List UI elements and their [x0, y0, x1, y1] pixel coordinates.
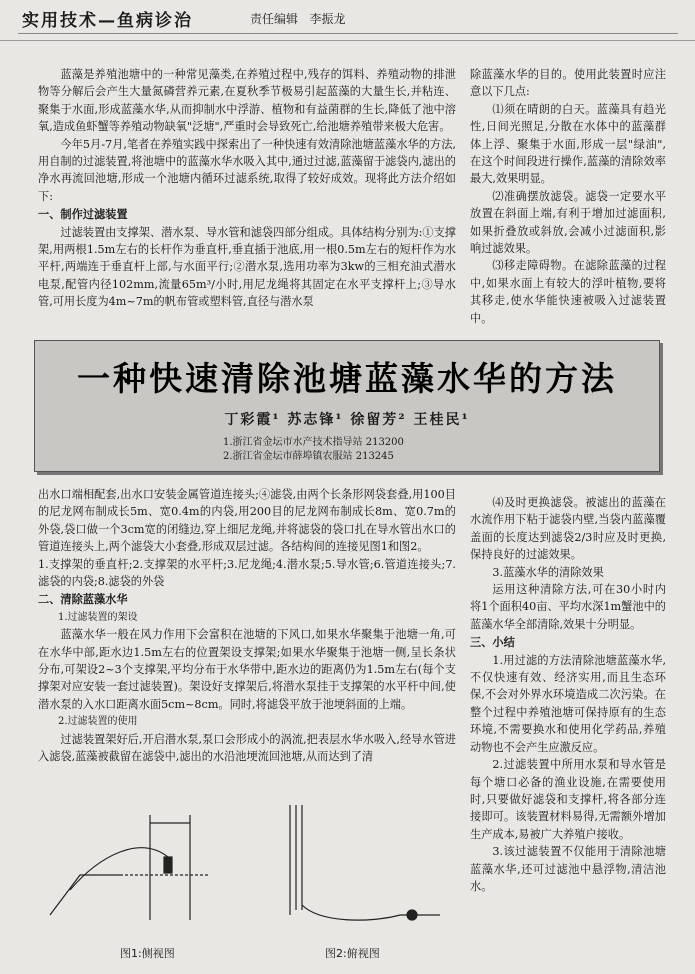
paragraph: ⑷及时更换滤袋。被滤出的蓝藻在水流作用下粘于滤袋内壁,当袋内蓝藻覆盖面的长度达到滤袋2/3时应及时更换,保持良好的过滤效果。 — [470, 496, 666, 562]
figures-area — [40, 795, 460, 965]
page-header — [0, 0, 695, 41]
section-heading: 三、小结 — [470, 635, 515, 650]
pump — [407, 910, 417, 920]
editor-label: 责任编辑 — [250, 12, 299, 26]
water-pipe — [302, 905, 400, 920]
paragraph: 3.该过滤装置不仅能用于清除池塘蓝藻水华,还可过滤池中悬浮物,清洁池水。 — [470, 845, 666, 893]
subsection-heading: 2.过滤装置的使用 — [58, 716, 138, 728]
bank-slope — [50, 875, 120, 915]
paragraph: 运用这种清除方法,可在30小时内将1个面积40亩、平均水深1m蟹池中的蓝藻水华全部清除,效果十分明显。 — [470, 583, 666, 631]
paragraph: ⑴须在晴朗的白天。蓝藻具有趋光性,日间光照足,分散在水体中的蓝藻群体上浮、聚集于水面,形成一层"绿油",在这个时间段进行操作,蓝藻的清除效率最大,效果明显。 — [470, 102, 666, 186]
section-heading: 一、制作过滤装置 — [38, 207, 128, 222]
subsection-heading: 3.蓝藻水华的清除效果 — [492, 565, 604, 579]
paragraph: 蓝藻水华一般在风力作用下会富积在池塘的下风口,如果水华聚集于池塘一角,可在水华中部,距水边1.5m左右的位置架设支撑架;如果水华聚集于池塘一侧,呈长条状分布,可架设2~3个支撑架,平均分布于水华带中,距水边的距离仍为1.5m左右(每个支撑架对应安装一套过滤装置)。架设好支撑架后,将潜水泵挂于支撑架的水平杆中间,使潜水泵的入水口距离水面5cm~8cm。同时,将滤袋平放于池埂斜面的上端。 — [38, 628, 456, 711]
water-pipe — [70, 848, 168, 890]
paragraph: 1.用过滤的方法清除池塘蓝藻水华,不仅快速有效、经济实用,而且生态环保,不会对外界水环境造成二次污染。在整个过程中养殖池塘可保持原有的生态环境,不需要换水和使用化学药品,养殖动物也不会产生应激反应。 — [470, 653, 666, 754]
article-authors: 丁彩霞¹ 苏志锋¹ 徐留芳² 王桂民¹ — [224, 412, 470, 428]
paragraph: 2.过滤装置中所用水泵和导水管是每个塘口必备的渔业设施,在需要使用时,只要做好滤袋和支撑杆,将各部分连接即可。该装置材料易得,无需额外增加生产成本,易被广大养殖户接收。 — [470, 758, 666, 841]
paragraph: ⑶移走障碍物。在滤除蓝藻的过程中,如果水面上有较大的浮叶植物,要将其移走,使水华能快速被吸入过滤装置中。 — [470, 259, 666, 325]
legend-paragraph: 1.支撑架的垂直杆;2.支撑架的水平杆;3.尼龙绳;4.潜水泵;5.导水管;6.管道连接头;7.滤袋的内袋;8.滤袋的外袋 — [38, 557, 456, 589]
paragraph: 过滤装置架好后,开启潜水泵,泵口会形成小的涡流,把表层水华水吸入,经导水管进入滤袋,蓝藻被截留在滤袋中,滤出的水沿池埂流回池塘,从而达到了清 — [38, 732, 456, 764]
column-left-top — [38, 66, 456, 311]
paragraph: 蓝藻是养殖池塘中的一种常见藻类,在养殖过程中,残存的饵料、养殖动物的排泄物等分解后会产生大量氮磷营养元素,在夏秋季节极易引起蓝藻的大量生长,并粘连、聚集于水面,形成蓝藻水华,从而抑制水中浮游、植物和有益菌群的生长,降低了池中溶氧,造成鱼虾蟹等养殖动物缺氧"泛塘",严重时会导致死亡,给池塘养殖带来极大危害。 — [38, 68, 456, 134]
figure-1-side-view — [50, 815, 210, 920]
figure-diagrams — [40, 795, 460, 945]
paragraph: ⑵准确摆放滤袋。滤袋一定要水平放置在斜面上端,有利于增加过滤面积,如果折叠放或斜放,会减小过滤面积,影响过滤效果。 — [470, 189, 666, 256]
pump — [164, 857, 172, 873]
column-right-bottom — [470, 494, 666, 895]
paragraph: 除蓝藻水华的目的。使用此装置时应注意以下几点: — [470, 68, 666, 99]
figure-2-top-view — [290, 805, 440, 920]
header-rule — [18, 33, 678, 34]
article-title: 一种快速清除池塘蓝藻水华的方法 — [77, 359, 617, 398]
section-title: 实用技术—鱼病诊治 — [22, 11, 193, 31]
subsection-heading: 1.过滤装置的架设 — [58, 611, 138, 623]
section-heading: 二、清除蓝藻水华 — [38, 592, 128, 607]
figure-1-caption: 图1:侧视图 — [120, 947, 175, 960]
editor-name: 李振龙 — [309, 12, 346, 26]
column-right-top — [470, 66, 666, 327]
title-banner — [34, 340, 660, 472]
affiliation-1: 1.浙江省金坛市水产技术指导站 213200 — [223, 437, 404, 448]
paragraph: 今年5月-7月,笔者在养殖实践中探索出了一种快速有效清除池塘蓝藻水华的方法,用自制的过滤装置,将池塘中的蓝藻水华水吸入其中,通过过滤,蓝藻留于滤袋内,滤出的净水再流回池塘,形成一个池塘内循环过滤系统,取得了较好成效。现将此方法介绍如下: — [38, 137, 456, 203]
editor-credit — [250, 10, 345, 27]
column-left-bottom — [38, 486, 456, 766]
paragraph: 出水口端相配套,出水口安装金属管道连接头;④滤袋,由两个长条形网袋套叠,用100目的尼龙网布制成长5m、宽0.4m的内袋,用200目的尼龙网布制成长8m、宽0.7m的外袋,袋口做一个3cm宽的闭缝边,穿上细尼龙绳,并将滤袋的袋口扎在导水管出水口的管道连接头上,两个滤袋大小套叠,形成双层过滤。各结构间的连接见图1和图2。 — [38, 488, 456, 554]
affiliation-2: 2.浙江省金坛市薛埠镇农服站 213245 — [223, 451, 394, 462]
paragraph: 过滤装置由支撑架、潜水泵、导水管和滤袋四部分组成。具体结构分别为:①支撑架,用两根1.5m左右的长杆作为垂直杆,垂直插于池底,用一根0.5m左右的短杆作为水平杆,两端连于垂直杆上部,与水面平行;②潜水泵,选用功率为3kw的三相充油式潜水电泵,配管内径102mm,流量65m³/小时,用尼龙绳将其固定在水平支撑杆上;③导水管,可用长度为4m~7m的帆布管或塑料管,直径与潜水泵 — [38, 225, 456, 309]
figure-2-caption: 图2:俯视图 — [325, 947, 380, 960]
